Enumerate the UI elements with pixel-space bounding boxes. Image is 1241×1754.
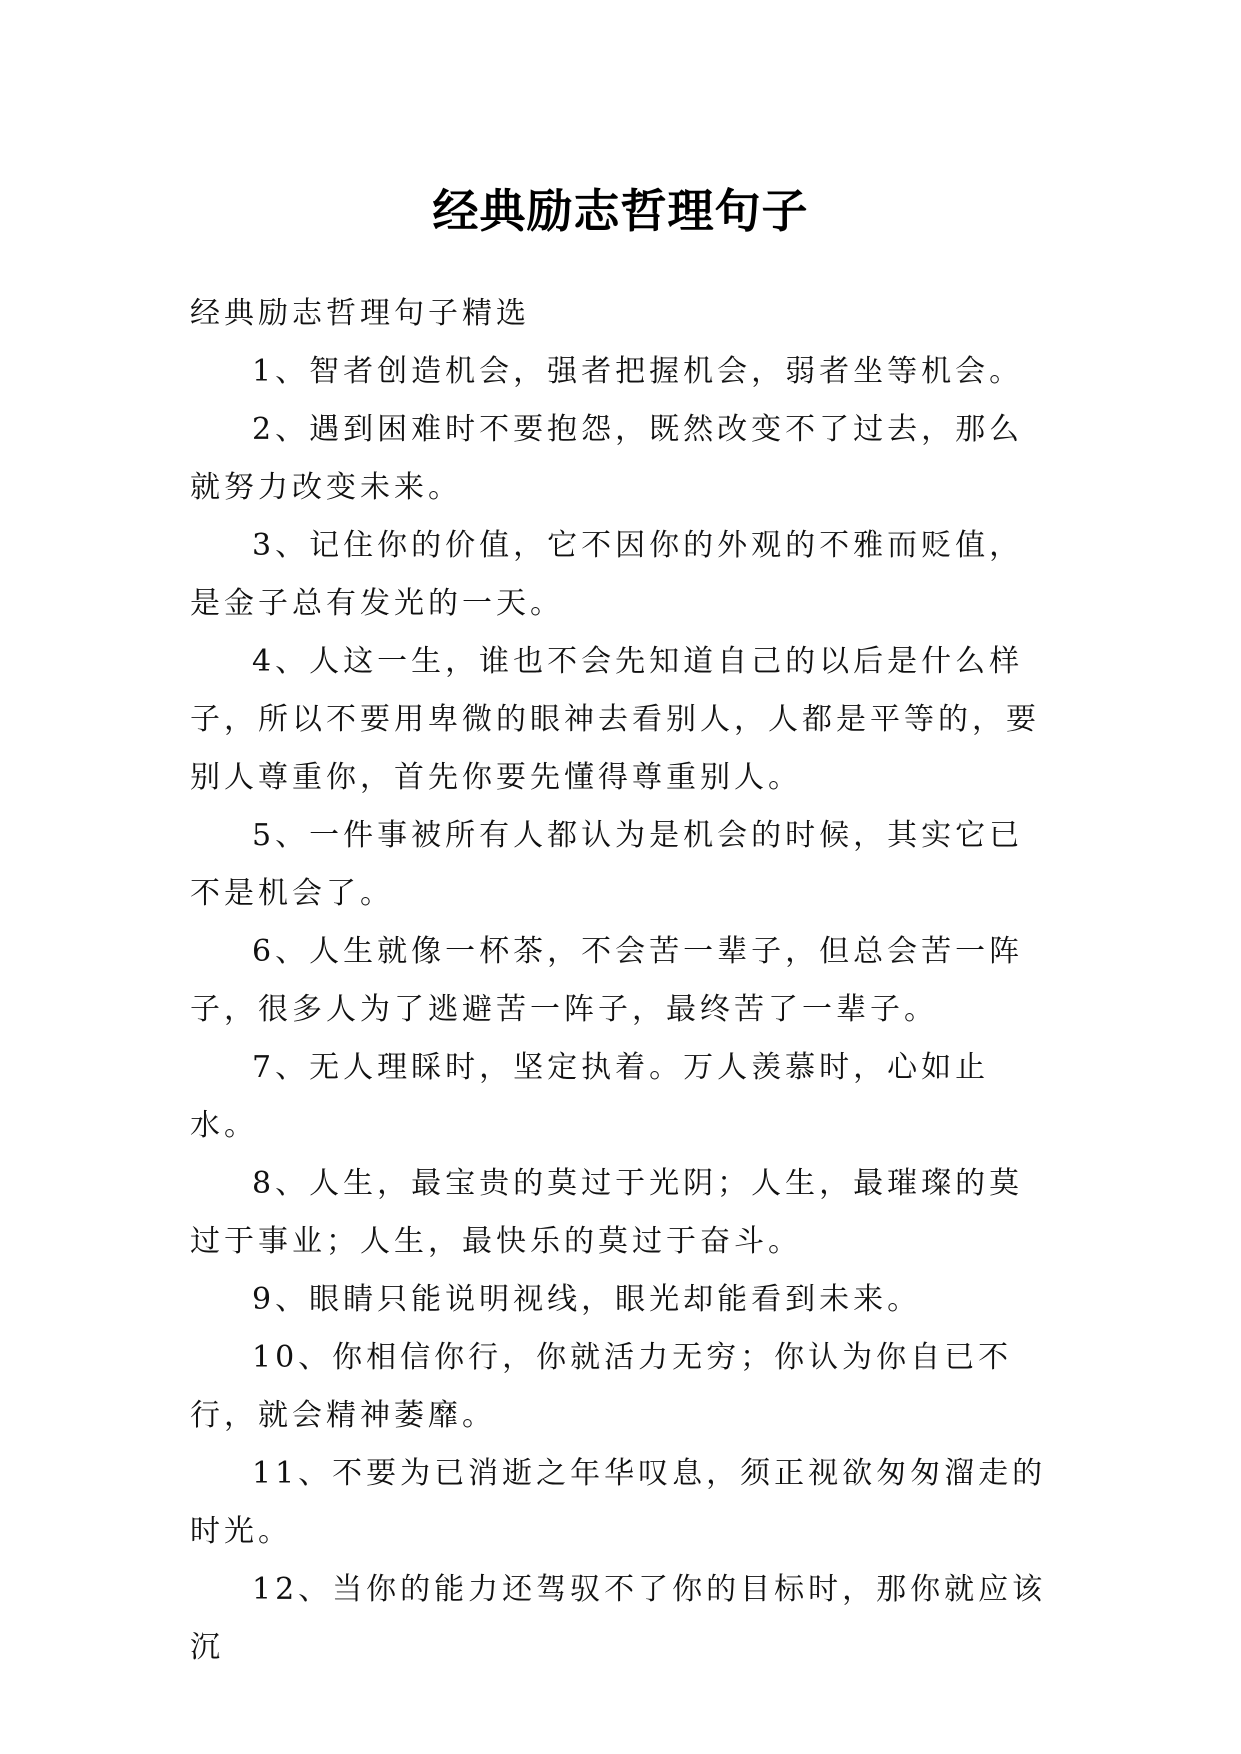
paragraph-9: 9、眼睛只能说明视线，眼光却能看到未来。 (252, 1282, 922, 1317)
paragraph-3: 3、记住你的价值，它不因你的外观的不雅而贬值，是金子总有发光的一天。 (190, 528, 1024, 621)
document-subtitle: 经典励志哲理句子精选 (190, 296, 530, 331)
document-body (190, 285, 1050, 1677)
paragraph-4: 4、人这一生，谁也不会先知道自己的以后是什么样子，所以不要用卑微的眼神去看别人，人都是平等的，要别人尊重你，首先你要先懂得尊重别人。 (190, 644, 1040, 795)
paragraph-10: 10、你相信你行，你就活力无穷；你认为你自已不行，就会精神萎靡。 (190, 1340, 1013, 1433)
paragraph-5: 5、一件事被所有人都认为是机会的时候，其实它已不是机会了。 (190, 818, 1024, 911)
paragraph-2: 2、遇到困难时不要抱怨，既然改变不了过去，那么就努力改变未来。 (190, 412, 1024, 505)
paragraph-8: 8、人生，最宝贵的莫过于光阴；人生，最璀璨的莫过于事业；人生，最快乐的莫过于奋斗。 (190, 1166, 1024, 1259)
paragraph-11: 11、不要为已消逝之年华叹息，须正视欲匆匆溜走的时光。 (190, 1456, 1047, 1549)
paragraph-6: 6、人生就像一杯茶，不会苦一辈子，但总会苦一阵子，很多人为了逃避苦一阵子，最终苦了一辈子。 (190, 934, 1024, 1027)
page-title: 经典励志哲理句子 (432, 183, 809, 238)
paragraph-12: 12、当你的能力还驾驭不了你的目标时，那你就应该沉 (190, 1572, 1047, 1665)
paragraph-1: 1、智者创造机会，强者把握机会，弱者坐等机会。 (252, 354, 1024, 389)
paragraph-7: 7、无人理睬时，坚定执着。万人羡慕时，心如止水。 (190, 1050, 990, 1143)
